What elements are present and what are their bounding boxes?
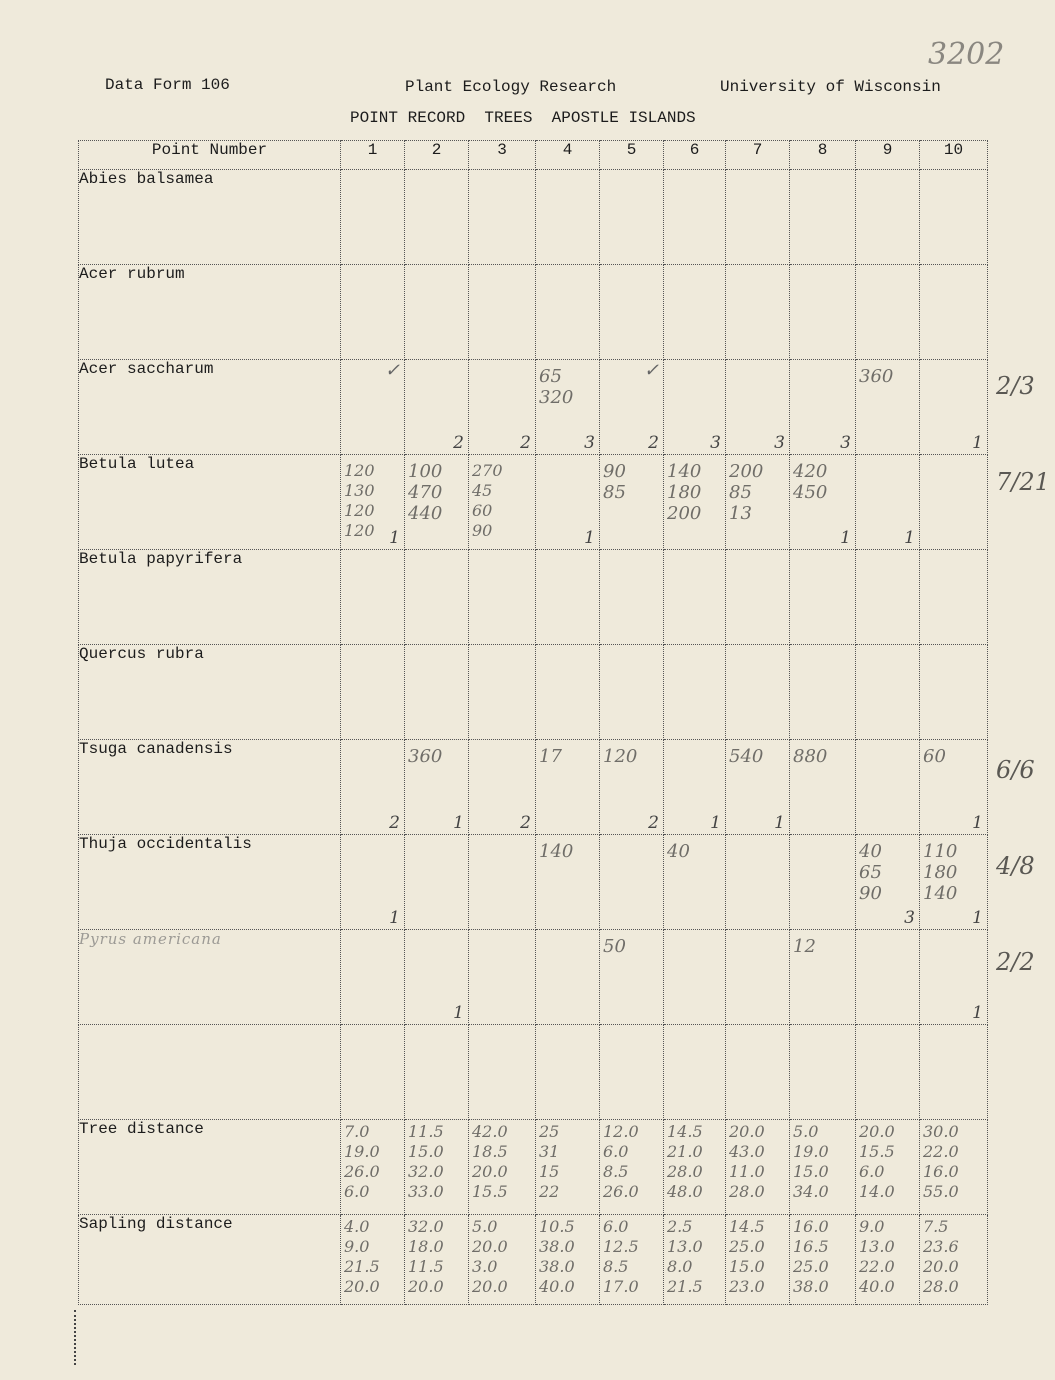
- record-cell: [790, 265, 856, 360]
- species-row: [79, 455, 988, 550]
- record-cell: [469, 170, 536, 265]
- diameter-values: 200 85 13: [729, 461, 764, 524]
- record-cell: [664, 645, 726, 740]
- record-cell: [664, 170, 726, 265]
- record-cell: [856, 455, 920, 550]
- form-number: Data Form 106: [105, 76, 230, 94]
- tree-count: 3: [904, 908, 915, 928]
- record-cell: [405, 265, 469, 360]
- record-cell: [920, 930, 988, 1025]
- check-mark: ✓: [384, 360, 400, 381]
- record-cell: [920, 645, 988, 740]
- diameter-values: 360: [859, 366, 894, 387]
- record-cell: [920, 550, 988, 645]
- species-name: Betula lutea: [79, 455, 341, 550]
- diameter-values: 270 45 60 90: [472, 461, 503, 540]
- record-cell: [341, 170, 405, 265]
- record-cell: [341, 265, 405, 360]
- point-header: 2: [405, 141, 469, 170]
- distance-values: 7.5 23.6 20.0 28.0: [923, 1217, 959, 1296]
- record-cell: [600, 265, 664, 360]
- record-cell: [405, 170, 469, 265]
- record-cell: [856, 265, 920, 360]
- species-row: [79, 835, 988, 930]
- record-cell: [856, 170, 920, 265]
- record-cell: [856, 360, 920, 455]
- record-cell: [600, 740, 664, 835]
- tree-count: 1: [840, 528, 851, 548]
- distance-values: 10.5 38.0 38.0 40.0: [539, 1217, 575, 1296]
- distance-cell: [920, 1120, 988, 1215]
- species-name: Quercus rubra: [79, 645, 341, 740]
- record-cell: [341, 550, 405, 645]
- record-cell: [469, 1025, 536, 1120]
- species-name: [79, 1025, 341, 1120]
- record-cell: [856, 835, 920, 930]
- record-cell: [536, 170, 600, 265]
- diameter-values: 880: [793, 746, 828, 767]
- header-row: [79, 141, 988, 170]
- diameter-values: 420 450: [793, 461, 828, 503]
- record-cell: [469, 930, 536, 1025]
- record-cell: [405, 455, 469, 550]
- distance-cell: [856, 1120, 920, 1215]
- record-cell: [726, 360, 790, 455]
- form-subtitle: POINT RECORD TREES APOSTLE ISLANDS: [350, 109, 696, 127]
- record-cell: [405, 1025, 469, 1120]
- tree-count: 2: [453, 433, 464, 453]
- corner-catalog-number: 3202: [928, 37, 1005, 72]
- diameter-values: 65 320: [539, 366, 574, 408]
- distance-cell: [341, 1215, 405, 1305]
- distance-values: 14.5 21.0 28.0 48.0: [667, 1122, 703, 1201]
- point-header: 8: [790, 141, 856, 170]
- tree-count: 1: [972, 908, 983, 928]
- record-cell: [664, 740, 726, 835]
- diameter-values: 17: [539, 746, 562, 767]
- record-cell: [405, 835, 469, 930]
- record-cell: [920, 455, 988, 550]
- diameter-values: 50: [603, 936, 626, 957]
- distance-values: 20.0 43.0 11.0 28.0: [729, 1122, 765, 1201]
- record-cell: [405, 645, 469, 740]
- record-cell: [341, 645, 405, 740]
- record-cell: [536, 550, 600, 645]
- point-header: 10: [920, 141, 988, 170]
- diameter-values: 60: [923, 746, 946, 767]
- tree-count: 1: [710, 813, 721, 833]
- species-row: [79, 550, 988, 645]
- distance-values: 12.0 6.0 8.5 26.0: [603, 1122, 639, 1201]
- species-row: [79, 930, 988, 1025]
- species-tally: 7/21: [996, 468, 1050, 496]
- record-cell: [341, 1025, 405, 1120]
- record-cell: [726, 265, 790, 360]
- species-tally: 6/6: [996, 756, 1035, 784]
- distance-values: 16.0 16.5 25.0 38.0: [793, 1217, 829, 1296]
- record-cell: [600, 170, 664, 265]
- record-cell: [600, 645, 664, 740]
- distance-values: 5.0 19.0 15.0 34.0: [793, 1122, 829, 1201]
- tree-count: 2: [389, 813, 400, 833]
- tree-count: 2: [648, 433, 659, 453]
- record-cell: [536, 930, 600, 1025]
- diameter-values: 110 180 140: [923, 841, 958, 904]
- distance-values: 2.5 13.0 8.0 21.5: [667, 1217, 703, 1296]
- sapling-distance-label: Sapling distance: [79, 1215, 341, 1305]
- record-cell: [726, 645, 790, 740]
- record-cell: [536, 645, 600, 740]
- record-cell: [790, 740, 856, 835]
- species-name: Acer saccharum: [79, 360, 341, 455]
- point-header: 9: [856, 141, 920, 170]
- record-cell: [600, 455, 664, 550]
- record-cell: [726, 170, 790, 265]
- distance-cell: [726, 1215, 790, 1305]
- species-name: Thuja occidentalis: [79, 835, 341, 930]
- point-number-label: Point Number: [79, 141, 341, 170]
- diameter-values: 140 180 200: [667, 461, 702, 524]
- species-tally: 4/8: [996, 852, 1035, 880]
- tree-count: 3: [840, 433, 851, 453]
- record-cell: [469, 645, 536, 740]
- record-cell: [664, 550, 726, 645]
- record-cell: [920, 265, 988, 360]
- record-cell: [405, 360, 469, 455]
- tree-count: 1: [389, 908, 400, 928]
- record-cell: [664, 930, 726, 1025]
- record-cell: [600, 930, 664, 1025]
- diameter-values: 140: [539, 841, 574, 862]
- species-row: [79, 645, 988, 740]
- record-cell: [469, 265, 536, 360]
- diameter-values: 100 470 440: [408, 461, 443, 524]
- species-row: [79, 265, 988, 360]
- tree-count: 1: [972, 433, 983, 453]
- record-cell: [726, 550, 790, 645]
- record-cell: [856, 1025, 920, 1120]
- distance-values: 20.0 15.5 6.0 14.0: [859, 1122, 895, 1201]
- record-cell: [469, 455, 536, 550]
- record-cell: [536, 360, 600, 455]
- record-cell: [600, 550, 664, 645]
- distance-cell: [536, 1215, 600, 1305]
- record-cell: [469, 835, 536, 930]
- distance-cell: [536, 1120, 600, 1215]
- record-cell: [920, 835, 988, 930]
- diameter-values: 120 130 120 120: [344, 461, 375, 540]
- distance-cell: [920, 1215, 988, 1305]
- distance-cell: [600, 1120, 664, 1215]
- record-cell: [856, 550, 920, 645]
- diameter-values: 12: [793, 936, 816, 957]
- distance-cell: [726, 1120, 790, 1215]
- record-cell: [920, 740, 988, 835]
- point-header: 7: [726, 141, 790, 170]
- record-cell: [664, 360, 726, 455]
- species-row: [79, 170, 988, 265]
- distance-cell: [790, 1120, 856, 1215]
- record-cell: [664, 455, 726, 550]
- record-cell: [341, 455, 405, 550]
- diameter-values: 360: [408, 746, 443, 767]
- distance-cell: [856, 1215, 920, 1305]
- record-cell: [536, 265, 600, 360]
- record-cell: [341, 740, 405, 835]
- record-cell: [341, 930, 405, 1025]
- tree-distance-row: [79, 1120, 988, 1215]
- tree-count: 3: [774, 433, 785, 453]
- diameter-values: 120: [603, 746, 638, 767]
- record-cell: [920, 1025, 988, 1120]
- record-cell: [856, 740, 920, 835]
- distance-values: 9.0 13.0 22.0 40.0: [859, 1217, 895, 1296]
- tree-count: 2: [520, 433, 531, 453]
- species-row: [79, 1025, 988, 1120]
- species-name: Pyrus americana: [79, 930, 341, 1025]
- distance-values: 25 31 15 22: [539, 1122, 560, 1201]
- species-name: Abies balsamea: [79, 170, 341, 265]
- record-cell: [536, 1025, 600, 1120]
- record-cell: [726, 455, 790, 550]
- binder-margin-dots: [74, 1310, 77, 1365]
- record-cell: [920, 360, 988, 455]
- tree-count: 2: [520, 813, 531, 833]
- species-name: Tsuga canadensis: [79, 740, 341, 835]
- point-header: 6: [664, 141, 726, 170]
- species-tally: 2/2: [996, 948, 1035, 976]
- tree-count: 3: [710, 433, 721, 453]
- tree-count: 1: [972, 813, 983, 833]
- record-cell: [726, 930, 790, 1025]
- species-row: [79, 360, 988, 455]
- distance-values: 42.0 18.5 20.0 15.5: [472, 1122, 508, 1201]
- record-cell: [536, 455, 600, 550]
- record-cell: [726, 740, 790, 835]
- tree-count: 1: [584, 528, 595, 548]
- point-header: 1: [341, 141, 405, 170]
- point-header: 5: [600, 141, 664, 170]
- species-row: [79, 740, 988, 835]
- record-cell: [790, 930, 856, 1025]
- distance-cell: [600, 1215, 664, 1305]
- record-cell: [664, 265, 726, 360]
- distance-cell: [790, 1215, 856, 1305]
- point-header: 4: [536, 141, 600, 170]
- distance-values: 14.5 25.0 15.0 23.0: [729, 1217, 765, 1296]
- record-cell: [600, 1025, 664, 1120]
- record-cell: [536, 740, 600, 835]
- record-cell: [726, 1025, 790, 1120]
- species-tally: 2/3: [996, 372, 1035, 400]
- distance-cell: [341, 1120, 405, 1215]
- distance-cell: [469, 1120, 536, 1215]
- institution-name: University of Wisconsin: [720, 78, 941, 96]
- check-mark: ✓: [643, 360, 659, 381]
- distance-cell: [405, 1215, 469, 1305]
- record-cell: [856, 645, 920, 740]
- record-cell: [664, 1025, 726, 1120]
- point-record-table: [78, 140, 988, 1305]
- record-cell: [790, 1025, 856, 1120]
- distance-values: 4.0 9.0 21.5 20.0: [344, 1217, 380, 1296]
- record-cell: [600, 835, 664, 930]
- distance-values: 30.0 22.0 16.0 55.0: [923, 1122, 959, 1201]
- distance-values: 5.0 20.0 3.0 20.0: [472, 1217, 508, 1296]
- point-header: 3: [469, 141, 536, 170]
- record-cell: [536, 835, 600, 930]
- tree-count: 1: [972, 1003, 983, 1023]
- distance-cell: [405, 1120, 469, 1215]
- diameter-values: 540: [729, 746, 764, 767]
- record-cell: [790, 550, 856, 645]
- tree-count: 1: [904, 528, 915, 548]
- tree-count: 2: [648, 813, 659, 833]
- tree-distance-label: Tree distance: [79, 1120, 341, 1215]
- distance-values: 7.0 19.0 26.0 6.0: [344, 1122, 380, 1201]
- record-cell: [920, 170, 988, 265]
- program-name: Plant Ecology Research: [405, 78, 617, 96]
- record-cell: [469, 550, 536, 645]
- record-cell: [341, 360, 405, 455]
- record-cell: [664, 835, 726, 930]
- tree-count: 1: [389, 528, 400, 548]
- record-cell: [790, 835, 856, 930]
- record-cell: [790, 645, 856, 740]
- distance-cell: [664, 1215, 726, 1305]
- record-cell: [469, 360, 536, 455]
- distance-cell: [469, 1215, 536, 1305]
- record-cell: [405, 740, 469, 835]
- record-cell: [600, 360, 664, 455]
- distance-values: 32.0 18.0 11.5 20.0: [408, 1217, 444, 1296]
- species-name: Acer rubrum: [79, 265, 341, 360]
- diameter-values: 40: [667, 841, 690, 862]
- record-cell: [469, 740, 536, 835]
- sapling-distance-row: [79, 1215, 988, 1305]
- species-name: Betula papyrifera: [79, 550, 341, 645]
- distance-values: 11.5 15.0 32.0 33.0: [408, 1122, 444, 1201]
- tree-count: 1: [453, 813, 464, 833]
- record-cell: [790, 455, 856, 550]
- record-cell: [790, 360, 856, 455]
- tree-count: 1: [453, 1003, 464, 1023]
- record-cell: [341, 835, 405, 930]
- distance-cell: [664, 1120, 726, 1215]
- diameter-values: 40 65 90: [859, 841, 882, 904]
- distance-values: 6.0 12.5 8.5 17.0: [603, 1217, 639, 1296]
- record-cell: [726, 835, 790, 930]
- record-cell: [856, 930, 920, 1025]
- record-cell: [790, 170, 856, 265]
- tree-count: 3: [584, 433, 595, 453]
- tree-count: 1: [774, 813, 785, 833]
- diameter-values: 90 85: [603, 461, 626, 503]
- record-cell: [405, 550, 469, 645]
- record-cell: [405, 930, 469, 1025]
